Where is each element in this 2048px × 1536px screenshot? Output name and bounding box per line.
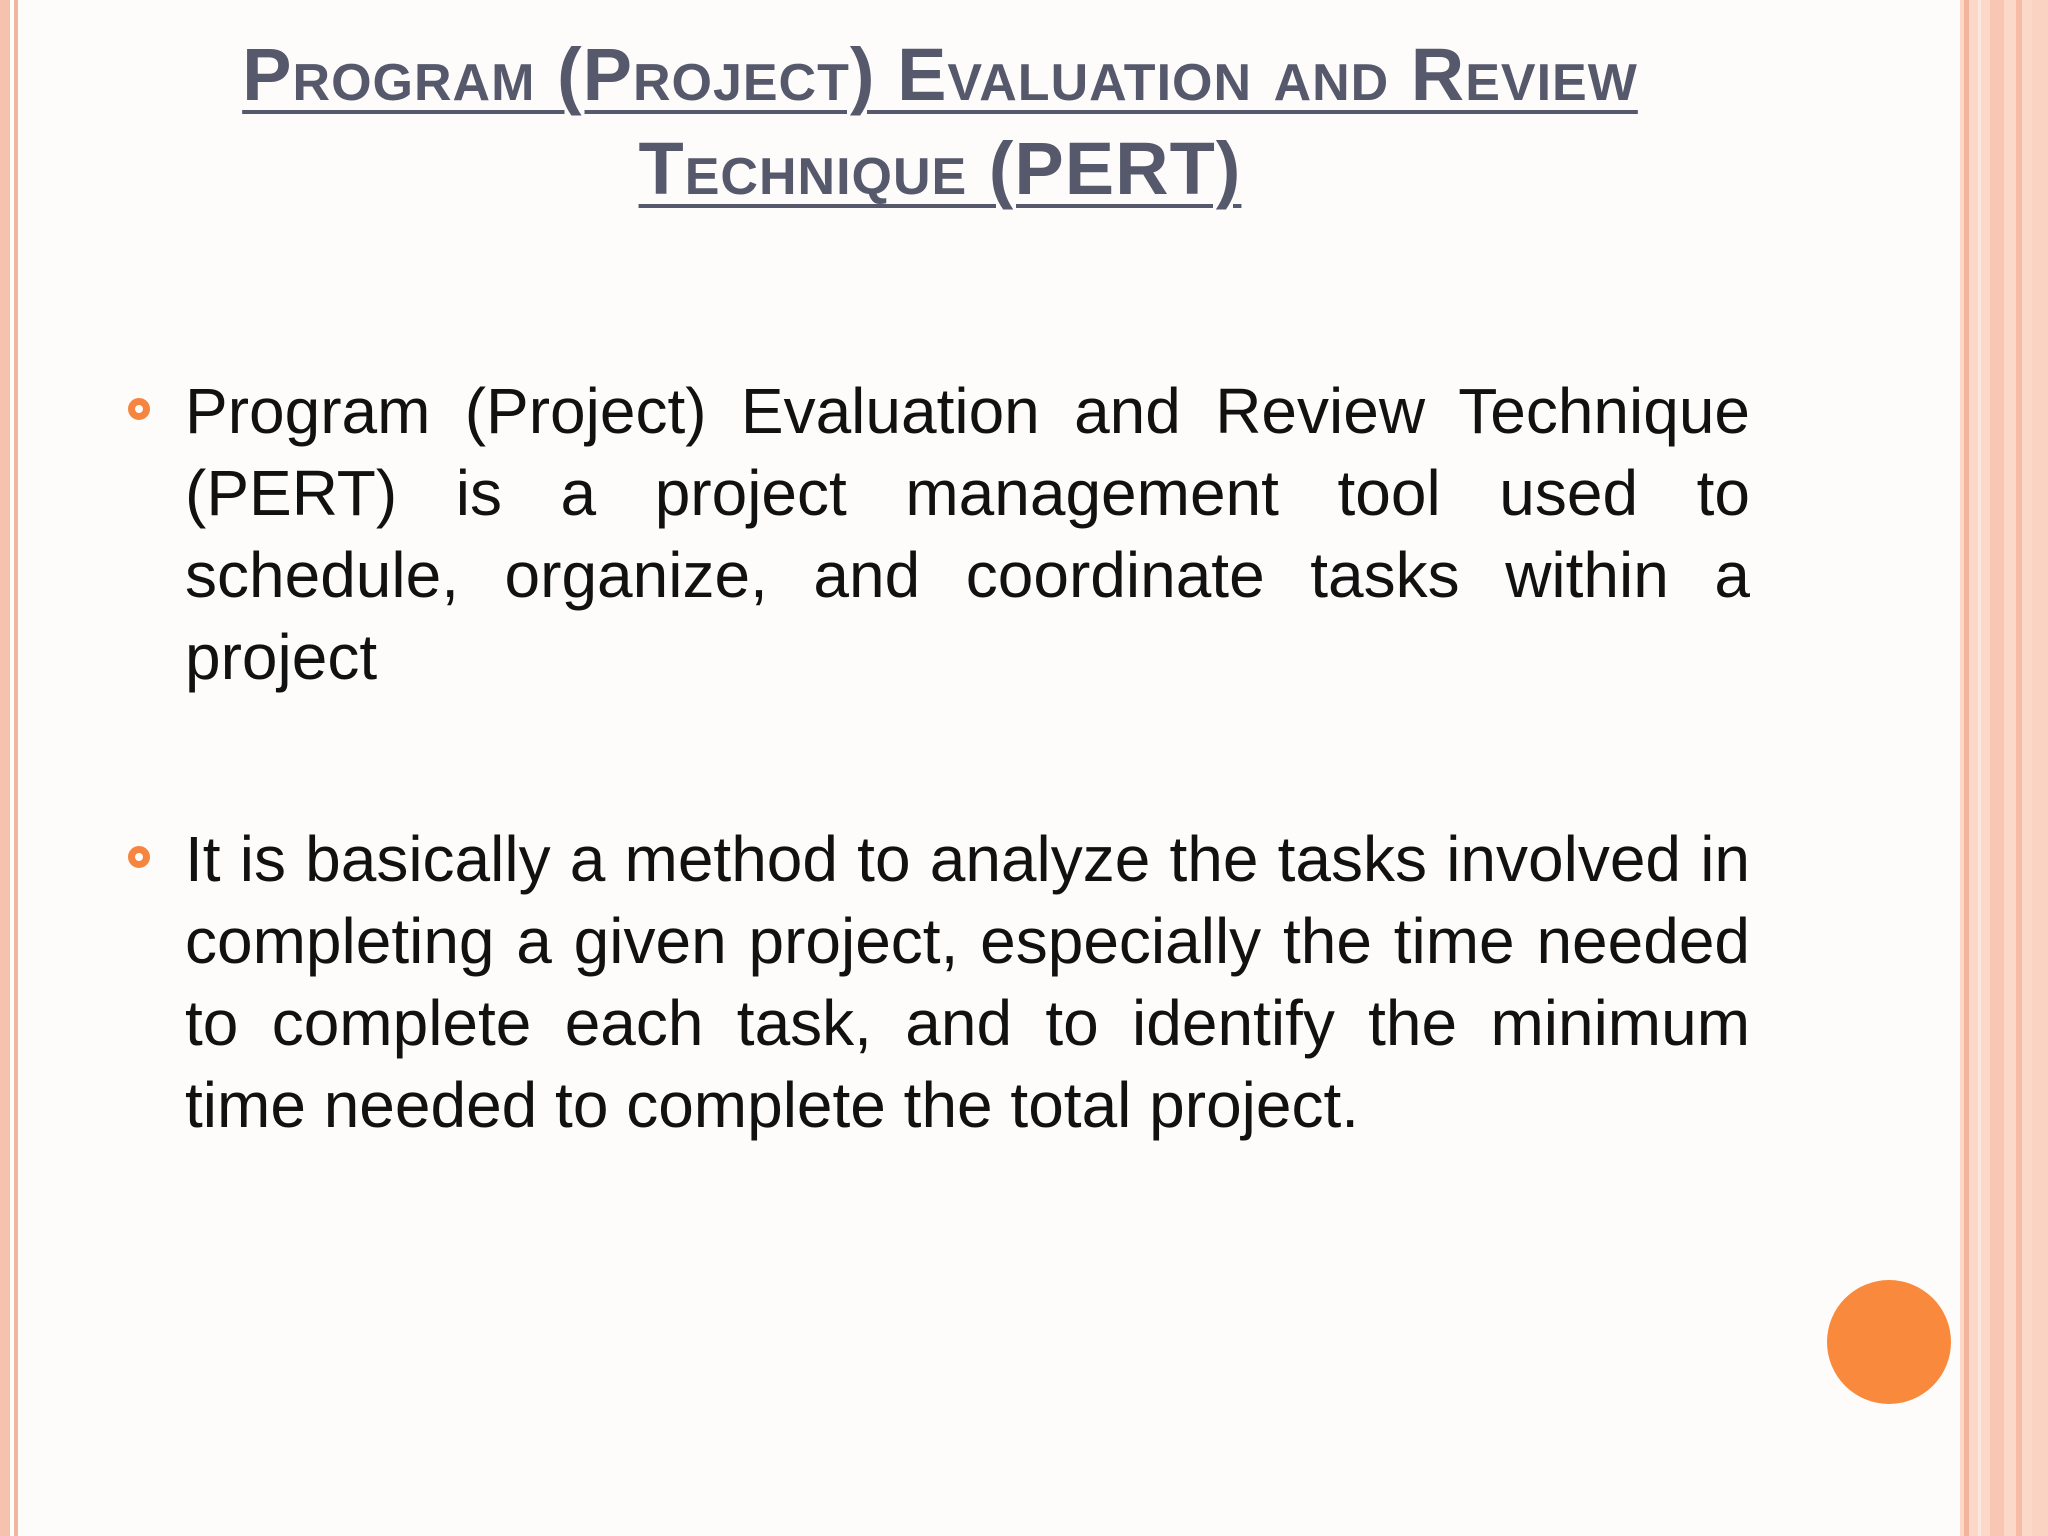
circle-bullet-icon — [128, 398, 150, 420]
right-decor-line — [1964, 0, 1969, 1536]
right-decor-line — [1978, 0, 1981, 1536]
right-decor-line — [2032, 0, 2048, 1536]
bullet-text: It is basically a method to analyze the tasks involved in completing a given project, especially the time needed to complete each task, and to identify the minimum time needed to complete the total project. — [185, 823, 1750, 1141]
bullet-list — [120, 370, 1750, 1266]
slide-title — [140, 28, 1740, 216]
right-decor-band — [1960, 0, 2048, 1536]
slide-title-line-2: Technique (PERT) — [638, 127, 1242, 210]
orange-circle-decoration — [1827, 1280, 1951, 1404]
right-decor-line — [2016, 0, 2022, 1536]
bullet-item — [120, 370, 1750, 698]
right-decor-line — [1990, 0, 2004, 1536]
slide-title-line-1: Program (Project) Evaluation and Review — [242, 33, 1638, 116]
bullet-text: Program (Project) Evaluation and Review Technique (PERT) is a project management tool used to schedule, organize, and coordinate tasks within a project — [185, 375, 1750, 693]
left-decor-stripe-thin — [14, 0, 18, 1536]
circle-bullet-icon — [128, 846, 150, 868]
left-decor-stripe — [0, 0, 10, 1536]
bullet-item — [120, 818, 1750, 1146]
